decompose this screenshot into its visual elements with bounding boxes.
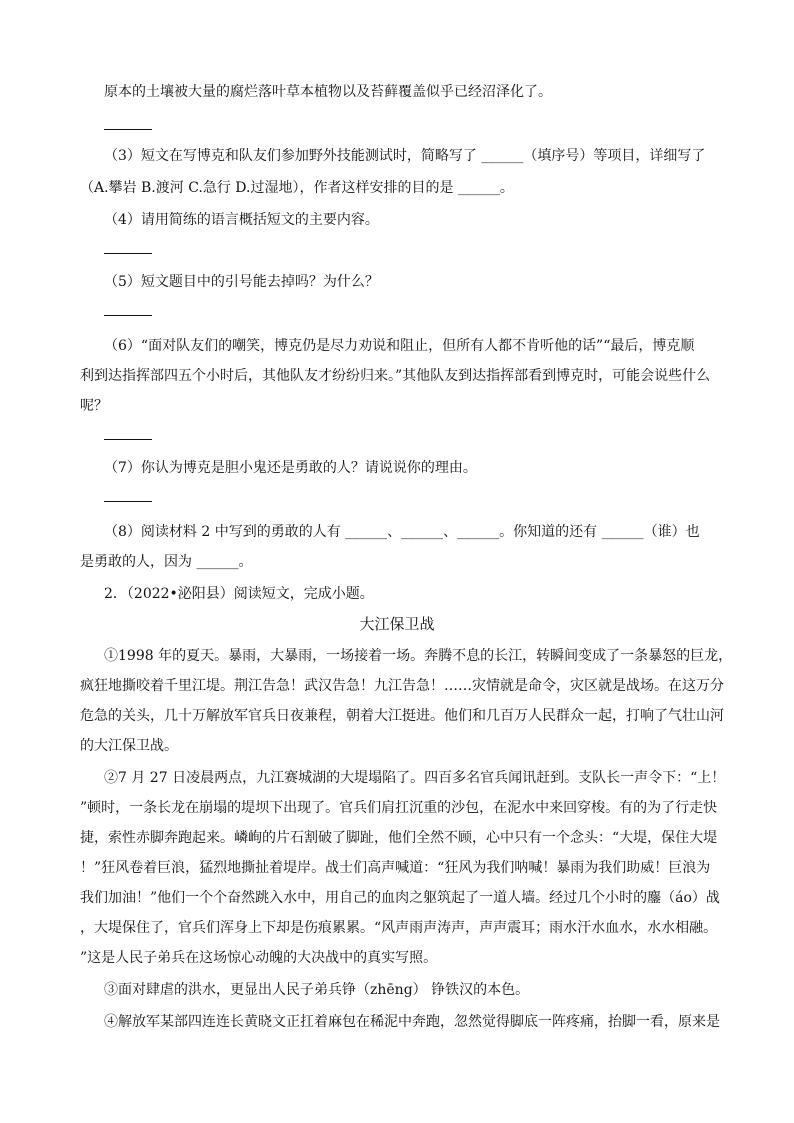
text-line: （A.攀岩 B.渡河 C.急行 D.过湿地），作者这样安排的目的是 ______。	[80, 180, 514, 196]
text-line: 危急的关头，几十万解放军官兵日夜兼程，朝着大江挺进。他们和几百万人民群众一起，打响了气壮山河	[80, 708, 724, 724]
text-line: 利到达指挥部四五个小时后，其他队友才纷纷归来。”其他队友到达指挥部看到博克时，可能会说些什么	[80, 368, 711, 384]
answer-blank	[104, 315, 152, 316]
text-line: ④解放军某部四连连长黄晓文正扛着麻包在稀泥中奔跑，忽然觉得脚底一阵疼痛，抬脚一看，原来是	[104, 1014, 720, 1030]
answer-blank	[104, 501, 152, 502]
answer-blank	[104, 253, 152, 254]
text-line: ”这是人民子弟兵在这场惊心动魄的大决战中的真实写照。	[80, 950, 438, 966]
text-line: （5）短文题目中的引号能去掉吗？为什么？	[104, 274, 379, 290]
text-line: 是勇敢的人，因为 ______。	[80, 554, 253, 570]
text-line: 捷，索性赤脚奔跑起来。嶙峋的片石割破了脚趾，他们全然不顾，心中只有一个念头：“大堤，保住大堤	[80, 830, 718, 846]
text-line: 呢？	[80, 398, 108, 414]
text-line: 的大江保卫战。	[80, 738, 178, 754]
text-line: ③面对肆虐的洪水，更显出人民子弟兵铮（zhēng） 铮铁汉的本色。	[104, 982, 530, 998]
text-line: ！”狂风卷着巨浪，猛烈地撕扯着堤岸。战士们高声喊道：“狂风为我们呐喊！暴雨为我们助威！巨浪为	[80, 860, 711, 876]
text-line: ”顿时，一条长龙在崩塌的堤坝下出现了。官兵们肩扛沉重的沙包，在泥水中来回穿梭。有的为了行走快	[80, 800, 718, 816]
answer-blank	[104, 439, 152, 440]
text-line: ①1998 年的夏天。暴雨，大暴雨，一场接着一场。奔腾不息的长江，转瞬间变成了一条暴怒的巨龙，	[104, 648, 733, 664]
text-line: 我们加油！”他们一个个奋然跳入水中，用自己的血肉之躯筑起了一道人墙。经过几个小时的鏖（áo）战	[80, 890, 720, 906]
text-line: （6）“面对队友们的嘲笑，博克仍是尽力劝说和阻止，但所有人都不肯听他的话”“最后，博克顺	[104, 338, 695, 354]
text-line: （8）阅读材料 2 中写到的勇敢的人有 ______、______、______。你知道的还有 ______（谁）也	[104, 524, 700, 540]
text-line: 疯狂地撕咬着千里江堤。荆江告急！武汉告急！九江告急！……灾情就是命令，灾区就是战场。在这万分	[80, 678, 724, 694]
text-line: （7）你认为博克是胆小鬼还是勇敢的人？请说说你的理由。	[104, 460, 477, 476]
text-line: ，大堤保住了，官兵们浑身上下却是伤痕累累。“风声雨声涛声，声声震耳；雨水汗水血水，水水相融。	[80, 920, 718, 936]
text-line: ②7 月 27 日凌晨两点，九江赛城湖的大堤塌陷了。四百多名官兵闻讯赶到。支队长一声令下：“上！	[104, 770, 726, 786]
text-line: （3）短文在写博克和队友们参加野外技能测试时，简略写了 ______（填序号）等项目，详细写了	[104, 148, 706, 164]
answer-blank	[104, 129, 152, 130]
passage-title: 大江保卫战	[359, 615, 435, 633]
text-line: 原本的土壤被大量的腐烂落叶草本植物以及苔藓覆盖似乎已经沼泽化了。	[104, 84, 552, 100]
text-line: （4）请用简练的语言概括短文的主要内容。	[104, 212, 379, 228]
text-line: 2．（2022•泌阳县）阅读短文，完成小题。	[104, 586, 374, 602]
